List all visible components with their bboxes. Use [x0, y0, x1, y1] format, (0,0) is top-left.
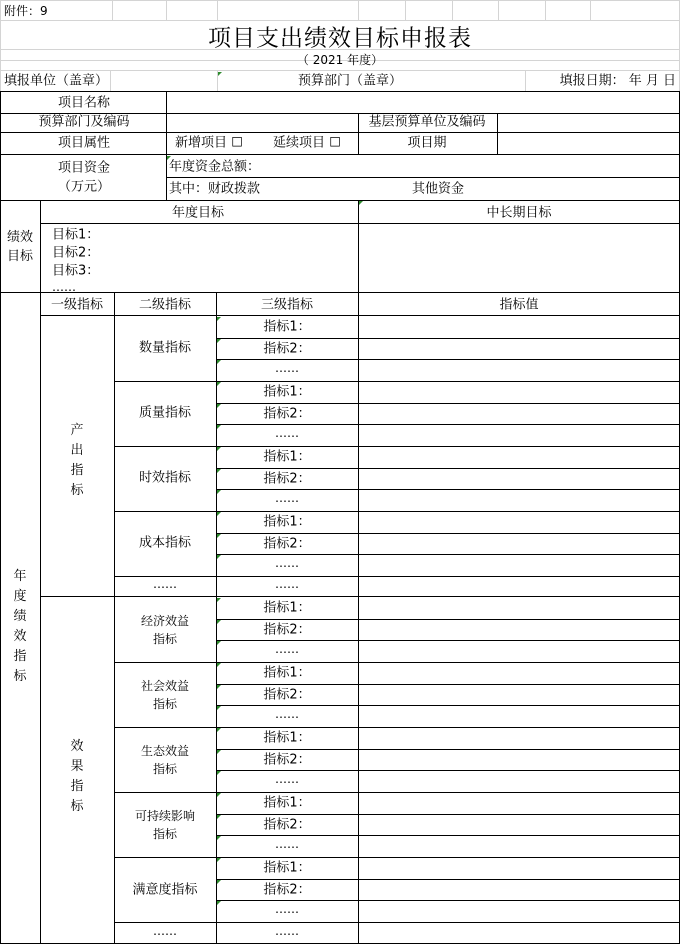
effect-group-3-item-1: 指标1：: [263, 730, 311, 746]
cell-marker: [217, 901, 221, 905]
economic-benefit-line2: 指标: [152, 632, 178, 646]
project-attr-label: 项目属性: [57, 135, 111, 151]
goal-2: 目标2：: [52, 245, 100, 261]
goal-more: ……: [52, 280, 76, 294]
quantity-indicator: 数量指标: [138, 340, 192, 356]
cell-marker: [217, 360, 221, 364]
cell-marker: [217, 534, 221, 538]
output-indicators-label: 产出指标: [70, 423, 84, 498]
cell-marker: [217, 663, 221, 667]
social-benefit-line1: 社会效益: [140, 679, 190, 693]
output-group-3-item-2: 指标2：: [263, 471, 311, 486]
sustainability-line2: 指标: [152, 827, 178, 841]
continued-project-checkbox[interactable]: 延续项目 ☐: [273, 135, 341, 151]
effect-indicators-label: 效果指标: [70, 739, 84, 814]
output-group-3-item-3: ……: [275, 491, 299, 505]
cell-marker: [359, 201, 363, 205]
output-group-2-item-1: 指标1：: [263, 384, 311, 400]
page-title: 项目支出绩效目标申报表: [208, 25, 472, 52]
effect-group-2-item-2: 指标2：: [263, 687, 311, 702]
cell-marker: [217, 685, 221, 689]
cell-marker: [217, 382, 221, 386]
effect-group-5-item-3: ……: [275, 902, 299, 916]
output-group-1-item-2: 指标2：: [263, 341, 311, 356]
of-which-label: 其中：财政拨款: [169, 181, 261, 197]
funds-label-2: （万元）: [57, 179, 111, 195]
effect-group-4-item-1: 指标1：: [263, 795, 311, 811]
social-benefit-line2: 指标: [152, 697, 178, 711]
quality-indicator: 质量指标: [138, 405, 192, 421]
effect-group-3-item-2: 指标2：: [263, 752, 311, 767]
attachment-label: 附件：9: [4, 4, 48, 18]
performance-goals-side-text: 绩效目标: [6, 230, 33, 264]
ecological-benefit-line1: 生态效益: [140, 744, 190, 758]
effect-group-5-item-1: 指标1：: [263, 860, 311, 876]
output-group-3-item-1: 指标1：: [263, 449, 311, 465]
annual-performance-indicators-label: 年度绩效指标: [13, 569, 27, 684]
cell-marker: [217, 750, 221, 754]
cell-marker: [217, 555, 221, 559]
cell-marker: [217, 771, 221, 775]
fill-date-label: 填报日期： 年 月 日: [559, 73, 676, 89]
sustainability-line1: 可持续影响: [134, 809, 196, 823]
economic-benefit-line1: 经济效益: [140, 614, 190, 628]
cell-marker: [217, 425, 221, 429]
new-project-checkbox[interactable]: 新增项目 ☐: [175, 135, 243, 151]
cell-marker: [217, 598, 221, 602]
col-level1-header: 一级指标: [50, 297, 104, 313]
output-group-4-item-2: 指标2：: [263, 536, 311, 551]
effect-more: ……: [153, 924, 177, 938]
col-level2-header: 二级指标: [138, 297, 192, 313]
effect-group-5-item-2: 指标2：: [263, 882, 311, 897]
effect-group-1-item-1: 指标1：: [263, 600, 311, 616]
cell-marker: [217, 836, 221, 840]
cell-marker: [217, 317, 221, 321]
effect-group-4-item-2: 指标2：: [263, 817, 311, 832]
cell-marker: [217, 706, 221, 710]
col-level3-header: 三级指标: [260, 297, 314, 313]
project-period-label: 项目期: [407, 135, 447, 151]
annual-total-label: 年度资金总额：: [169, 159, 261, 175]
effect-group-2-item-3: ……: [275, 707, 299, 721]
cell-marker: [218, 72, 222, 76]
output-group-2-item-3: ……: [275, 426, 299, 440]
output-group-4-item-1: 指标1：: [263, 514, 311, 530]
effect-group-1-item-2: 指标2：: [263, 622, 311, 637]
goal-1: 目标1：: [52, 227, 100, 243]
grassroots-unit-code-label: 基层预算单位及编码: [368, 114, 486, 130]
economic-benefit-indicator: [141, 612, 189, 648]
cell-marker: [217, 793, 221, 797]
fill-unit-label: 填报单位（盖章）: [4, 73, 109, 89]
timeliness-indicator: 时效指标: [138, 470, 192, 486]
output-group-4-item-3: ……: [275, 556, 299, 570]
cell-marker: [217, 858, 221, 862]
effect-group-4-item-3: ……: [275, 837, 299, 851]
project-name-label: 项目名称: [57, 95, 111, 111]
effect-more-row-level3: ……: [275, 924, 299, 938]
other-funds-label: 其他资金: [412, 181, 465, 197]
cell-marker: [217, 641, 221, 645]
cell-marker: [217, 512, 221, 516]
sustainability-indicator: [135, 807, 195, 843]
effect-group-2-item-1: 指标1：: [263, 665, 311, 681]
ecological-benefit-indicator: [141, 742, 189, 778]
ecological-benefit-line2: 指标: [152, 762, 178, 776]
output-group-1-item-3: ……: [275, 361, 299, 375]
funds-label-1: 项目资金: [57, 160, 111, 176]
cell-marker: [217, 728, 221, 732]
effect-group-3-item-3: ……: [275, 772, 299, 786]
cell-marker: [217, 404, 221, 408]
effect-group-1-item-3: ……: [275, 642, 299, 656]
budget-dept-label: 预算部门（盖章）: [297, 73, 403, 89]
cell-marker: [217, 620, 221, 624]
mid-long-goal-header: 中长期目标: [486, 205, 552, 221]
cell-marker: [217, 880, 221, 884]
output-more-row-level3: ……: [275, 577, 299, 591]
output-more: ……: [153, 577, 177, 591]
output-group-2-item-2: 指标2：: [263, 406, 311, 421]
cell-marker: [217, 469, 221, 473]
year-label: （ 2021 年度）: [296, 53, 384, 67]
cell-marker: [217, 815, 221, 819]
cell-marker: [217, 447, 221, 451]
col-value-header: 指标值: [499, 297, 539, 313]
budget-dept-code-label: 预算部门及编码: [38, 114, 130, 130]
annual-goal-header: 年度目标: [171, 205, 225, 221]
satisfaction-indicator: 满意度指标: [132, 882, 198, 898]
cost-indicator: 成本指标: [138, 535, 192, 551]
social-benefit-indicator: [141, 677, 189, 713]
cell-marker: [217, 339, 221, 343]
output-group-1-item-1: 指标1：: [263, 319, 311, 335]
cell-marker: [217, 490, 221, 494]
performance-goals-side-label: [5, 228, 35, 266]
goal-3: 目标3：: [52, 263, 100, 279]
